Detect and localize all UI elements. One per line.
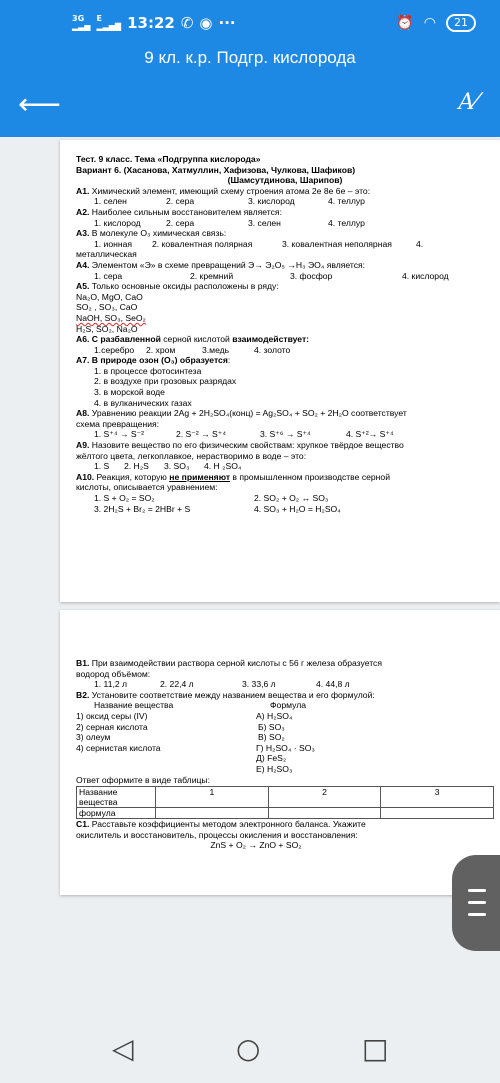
q-text: Уравнению реакции 2Ag + 2H₂SO₄(конц) = Ag₂SO₄ + SO₂ + 2H₂O соответствует	[91, 408, 407, 419]
triangle-back-icon[interactable]: ◁	[112, 1032, 134, 1065]
doc-variant: Вариант 6. (Хасанова, Хатмуллин, Хафизова, Чулкова, Шафиков)	[76, 164, 356, 175]
app-icon: ◉	[199, 14, 213, 32]
question-a5	[76, 281, 494, 292]
table-row	[77, 787, 494, 798]
q-text: Реакция, которую	[96, 471, 167, 482]
question-b1	[76, 658, 496, 669]
q-options	[76, 345, 494, 356]
q-tail: окислитель и восстановитель, процессы окисления и восстановления:	[76, 829, 358, 840]
option: 1. селен	[94, 196, 127, 207]
circle-home-icon[interactable]: ○	[236, 1032, 261, 1065]
option: 4. 44,8 л	[316, 679, 350, 690]
option: 1.серебро	[94, 344, 135, 355]
formula-item: Д) FeS₂	[256, 753, 287, 764]
q-label: А4.	[76, 259, 90, 270]
q-options	[76, 493, 494, 504]
q-tail: схема превращения:	[76, 418, 160, 429]
option: 2. SO₂ + O₂ ↔ SO₃	[254, 493, 329, 503]
q-label: А7.	[76, 355, 90, 366]
table-row	[77, 808, 494, 819]
q-options	[76, 218, 494, 229]
question-a3	[76, 228, 494, 239]
fab-edit-icon[interactable]	[452, 855, 500, 951]
answer-table	[76, 786, 494, 819]
q-text: Наиболее сильным восстановителем является:	[91, 206, 282, 217]
fab-bar	[468, 913, 486, 916]
question-a1	[76, 186, 494, 197]
arrow-left-icon[interactable]: ⟵	[18, 88, 62, 121]
option: 1. S + O₂ = SO₂	[94, 493, 155, 503]
table-cell: 2	[268, 787, 381, 798]
row-option: 3. в морской воде	[94, 387, 165, 398]
col-head: Формула	[270, 700, 306, 711]
q-options	[76, 679, 496, 690]
option: 3. S⁺⁶ → S⁺⁴	[260, 429, 311, 440]
formula-item: Б) SO₃	[258, 721, 285, 732]
row-option: H₂S, SO₂, Na₂O	[76, 323, 138, 334]
c1-equation: ZnS + O₂ → ZnO + SO₂	[210, 840, 302, 851]
option: 3. 33,6 л	[242, 679, 276, 690]
q-tail: кислоты, описывается уравнением:	[76, 482, 218, 493]
option: 1. ионная	[94, 238, 133, 249]
option: 1. S⁺⁴ → S⁻²	[94, 429, 145, 440]
name-item: 4) сернистая кислота	[76, 742, 161, 753]
table-cell	[381, 797, 494, 808]
row-option: Na₂O, MgO, CaO	[76, 291, 143, 302]
fab-bar	[468, 889, 486, 892]
status-bar	[0, 12, 500, 38]
option: 3. фосфор	[290, 270, 333, 281]
q-tail: водород объёмом:	[76, 668, 151, 679]
doc-authors: (Шамсутдинова, Шарипов)	[227, 175, 343, 186]
q-label: А10.	[76, 471, 95, 482]
q-label: В1.	[76, 658, 90, 668]
row-option: 1. в процессе фотосинтеза	[94, 365, 202, 376]
question-a7	[76, 355, 494, 366]
table-row	[77, 797, 494, 808]
option: 4. S⁺²→ S⁺⁴	[346, 429, 394, 440]
q-text-bold: не применяют	[169, 471, 231, 482]
net-3g: 3G	[72, 14, 85, 23]
option: 1. кислород	[94, 217, 141, 228]
table-cell	[268, 808, 381, 819]
doc-heading: Тест. 9 класс. Тема «Подгруппа кислорода»	[76, 154, 261, 164]
formula-item: Е) H₂SO₃	[256, 763, 293, 774]
font-icon[interactable]: A⁄	[458, 90, 478, 115]
q-label: А5.	[76, 281, 90, 292]
option: 2. кремний	[190, 270, 234, 281]
option: 4. теллур	[328, 217, 365, 228]
q-text: :	[227, 355, 231, 366]
net-e: E	[96, 14, 102, 23]
question-a2	[76, 207, 494, 218]
alarm-icon: ⏰	[396, 15, 414, 31]
q-options	[76, 504, 494, 515]
option: 3. ковалентная неполярная	[282, 238, 392, 249]
b2-formulas	[256, 700, 315, 774]
q-options	[76, 196, 494, 207]
document-page-1	[60, 140, 500, 602]
question-b2	[76, 690, 496, 701]
fab-bar	[468, 901, 486, 904]
name-item: 2) серная кислота	[76, 721, 148, 732]
option: 2. S⁻² → S⁺⁴	[176, 429, 227, 440]
formula-item: В) SO₂	[258, 732, 285, 743]
table-cell	[156, 797, 269, 808]
question-c1	[76, 819, 496, 830]
whatsapp-icon: ✆	[180, 14, 194, 32]
q-label: С1.	[76, 819, 90, 830]
q-options	[76, 461, 494, 472]
q-text: Только основные оксиды расположены в ряду:	[91, 281, 279, 292]
document-page-2	[60, 610, 500, 895]
q-text: Химический элемент, имеющий схему строения атома 2е 8е 6е – это:	[91, 185, 371, 196]
option: 3.медь	[202, 344, 230, 355]
battery-icon: 21	[446, 14, 476, 32]
q-label: А2.	[76, 206, 90, 217]
option: 4. SO₃ + H₂O = H₂SO₄	[254, 503, 341, 514]
network-e-icon: E ▂▃▅▇	[96, 14, 122, 31]
q-label: А3.	[76, 228, 90, 239]
q-text: Назовите вещество по его физическим свойствам: хрупкое твёрдое вещество	[91, 440, 404, 451]
b2-columns	[76, 700, 496, 774]
question-a9	[76, 440, 494, 451]
table-cell	[268, 797, 381, 808]
col-head: Название вещества	[94, 700, 174, 711]
page-title: 9 кл. к.р. Подгр. кислорода	[144, 48, 356, 67]
q-tail: металлическая	[76, 249, 137, 260]
option: 4. теллур	[328, 196, 365, 207]
option: 4.	[416, 238, 424, 249]
option: 2. сера	[166, 217, 195, 228]
option: 2. 22,4 л	[160, 679, 194, 690]
network-icon: 3G ▂▃▅	[72, 14, 91, 31]
option: 2. сера	[166, 196, 195, 207]
q-label: А6.	[76, 334, 90, 345]
row-option: SO₂ , SO₃, CaO	[76, 302, 138, 313]
question-a8	[76, 408, 494, 419]
q-text: В молекуле О₃ химическая связь:	[91, 228, 227, 239]
option: 1. 11,2 л	[94, 679, 128, 690]
q-text: в промышленном производстве серной	[232, 471, 391, 482]
row-option: NaOH, SO₃, SeO₂	[76, 312, 146, 323]
table-cell: Название	[77, 787, 156, 798]
q-text: Установите соответствие между названием вещества и его формулой:	[91, 689, 375, 700]
option: 3. селен	[248, 217, 281, 228]
app-bar	[0, 0, 500, 137]
option: 2. ковалентная полярная	[152, 238, 253, 249]
table-cell	[381, 808, 494, 819]
b2-names	[76, 700, 256, 774]
option: 2. H₂S	[124, 461, 149, 472]
q-text-bold: В природе озон (О₃) образуется	[91, 355, 228, 366]
square-recent-icon[interactable]: □	[362, 1032, 389, 1065]
table-cell: 3	[381, 787, 494, 798]
table-cell: 1	[156, 787, 269, 798]
row-option: 4. в вулканических газах	[94, 397, 192, 408]
q-text-bold: взаимодействует:	[232, 334, 310, 345]
q-options	[76, 429, 494, 440]
question-a10	[76, 472, 494, 483]
q-tail: жёлтого цвета, легкоплавкое, нерастворимо в воде – это:	[76, 450, 307, 461]
option: 1. S	[94, 461, 110, 472]
row-option: 2. в воздухе при грозовых разрядах	[94, 376, 237, 387]
q-text-bold: С разбавленной	[91, 334, 161, 345]
option: 1. сера	[94, 270, 123, 281]
q-text: серной кислотой	[163, 334, 230, 345]
more-icon: ···	[218, 14, 236, 32]
table-cell: вещества	[77, 797, 156, 808]
option: 3. SO₃	[164, 461, 190, 472]
option: 2. хром	[146, 344, 176, 355]
option: 3. кислород	[248, 196, 295, 207]
option: 4. кислород	[402, 270, 449, 281]
q-label: А8.	[76, 408, 90, 419]
status-time: 13:22	[127, 14, 175, 32]
name-item: 1) оксид серы (IV)	[76, 710, 148, 721]
q-text: Элементом «Э» в схеме превращений Э→ Э₂О₅ →Н₃ ЭО₄ является:	[91, 259, 366, 270]
option: 3. 2H₂S + Br₂ = 2HBr + S	[94, 503, 191, 514]
name-item: 3) олеум	[76, 732, 111, 743]
q-options	[76, 271, 494, 282]
q-options	[76, 239, 494, 250]
formula-item: Г) H₂SO₄ · SO₃	[256, 742, 315, 753]
q-label: А1.	[76, 185, 90, 196]
option: 4. H ₂SO₄	[204, 461, 242, 472]
q-text: При взаимодействии раствора серной кислоты с 56 г железа образуется	[91, 658, 382, 668]
q-label: А9.	[76, 440, 90, 451]
wifi-icon: ◠	[423, 15, 436, 31]
question-a4	[76, 260, 494, 271]
option: 4. золото	[254, 344, 291, 355]
question-a6	[76, 334, 494, 345]
formula-item: А) H₂SO₄	[256, 710, 293, 721]
table-cell	[156, 808, 269, 819]
system-nav-bar	[0, 1020, 500, 1083]
q-label: В2.	[76, 689, 90, 700]
table-cell: формула	[77, 808, 156, 819]
table-caption: Ответ оформите в виде таблицы:	[76, 774, 210, 785]
q-text: Расставьте коэффициенты методом электронного баланса. Укажите	[91, 819, 366, 830]
